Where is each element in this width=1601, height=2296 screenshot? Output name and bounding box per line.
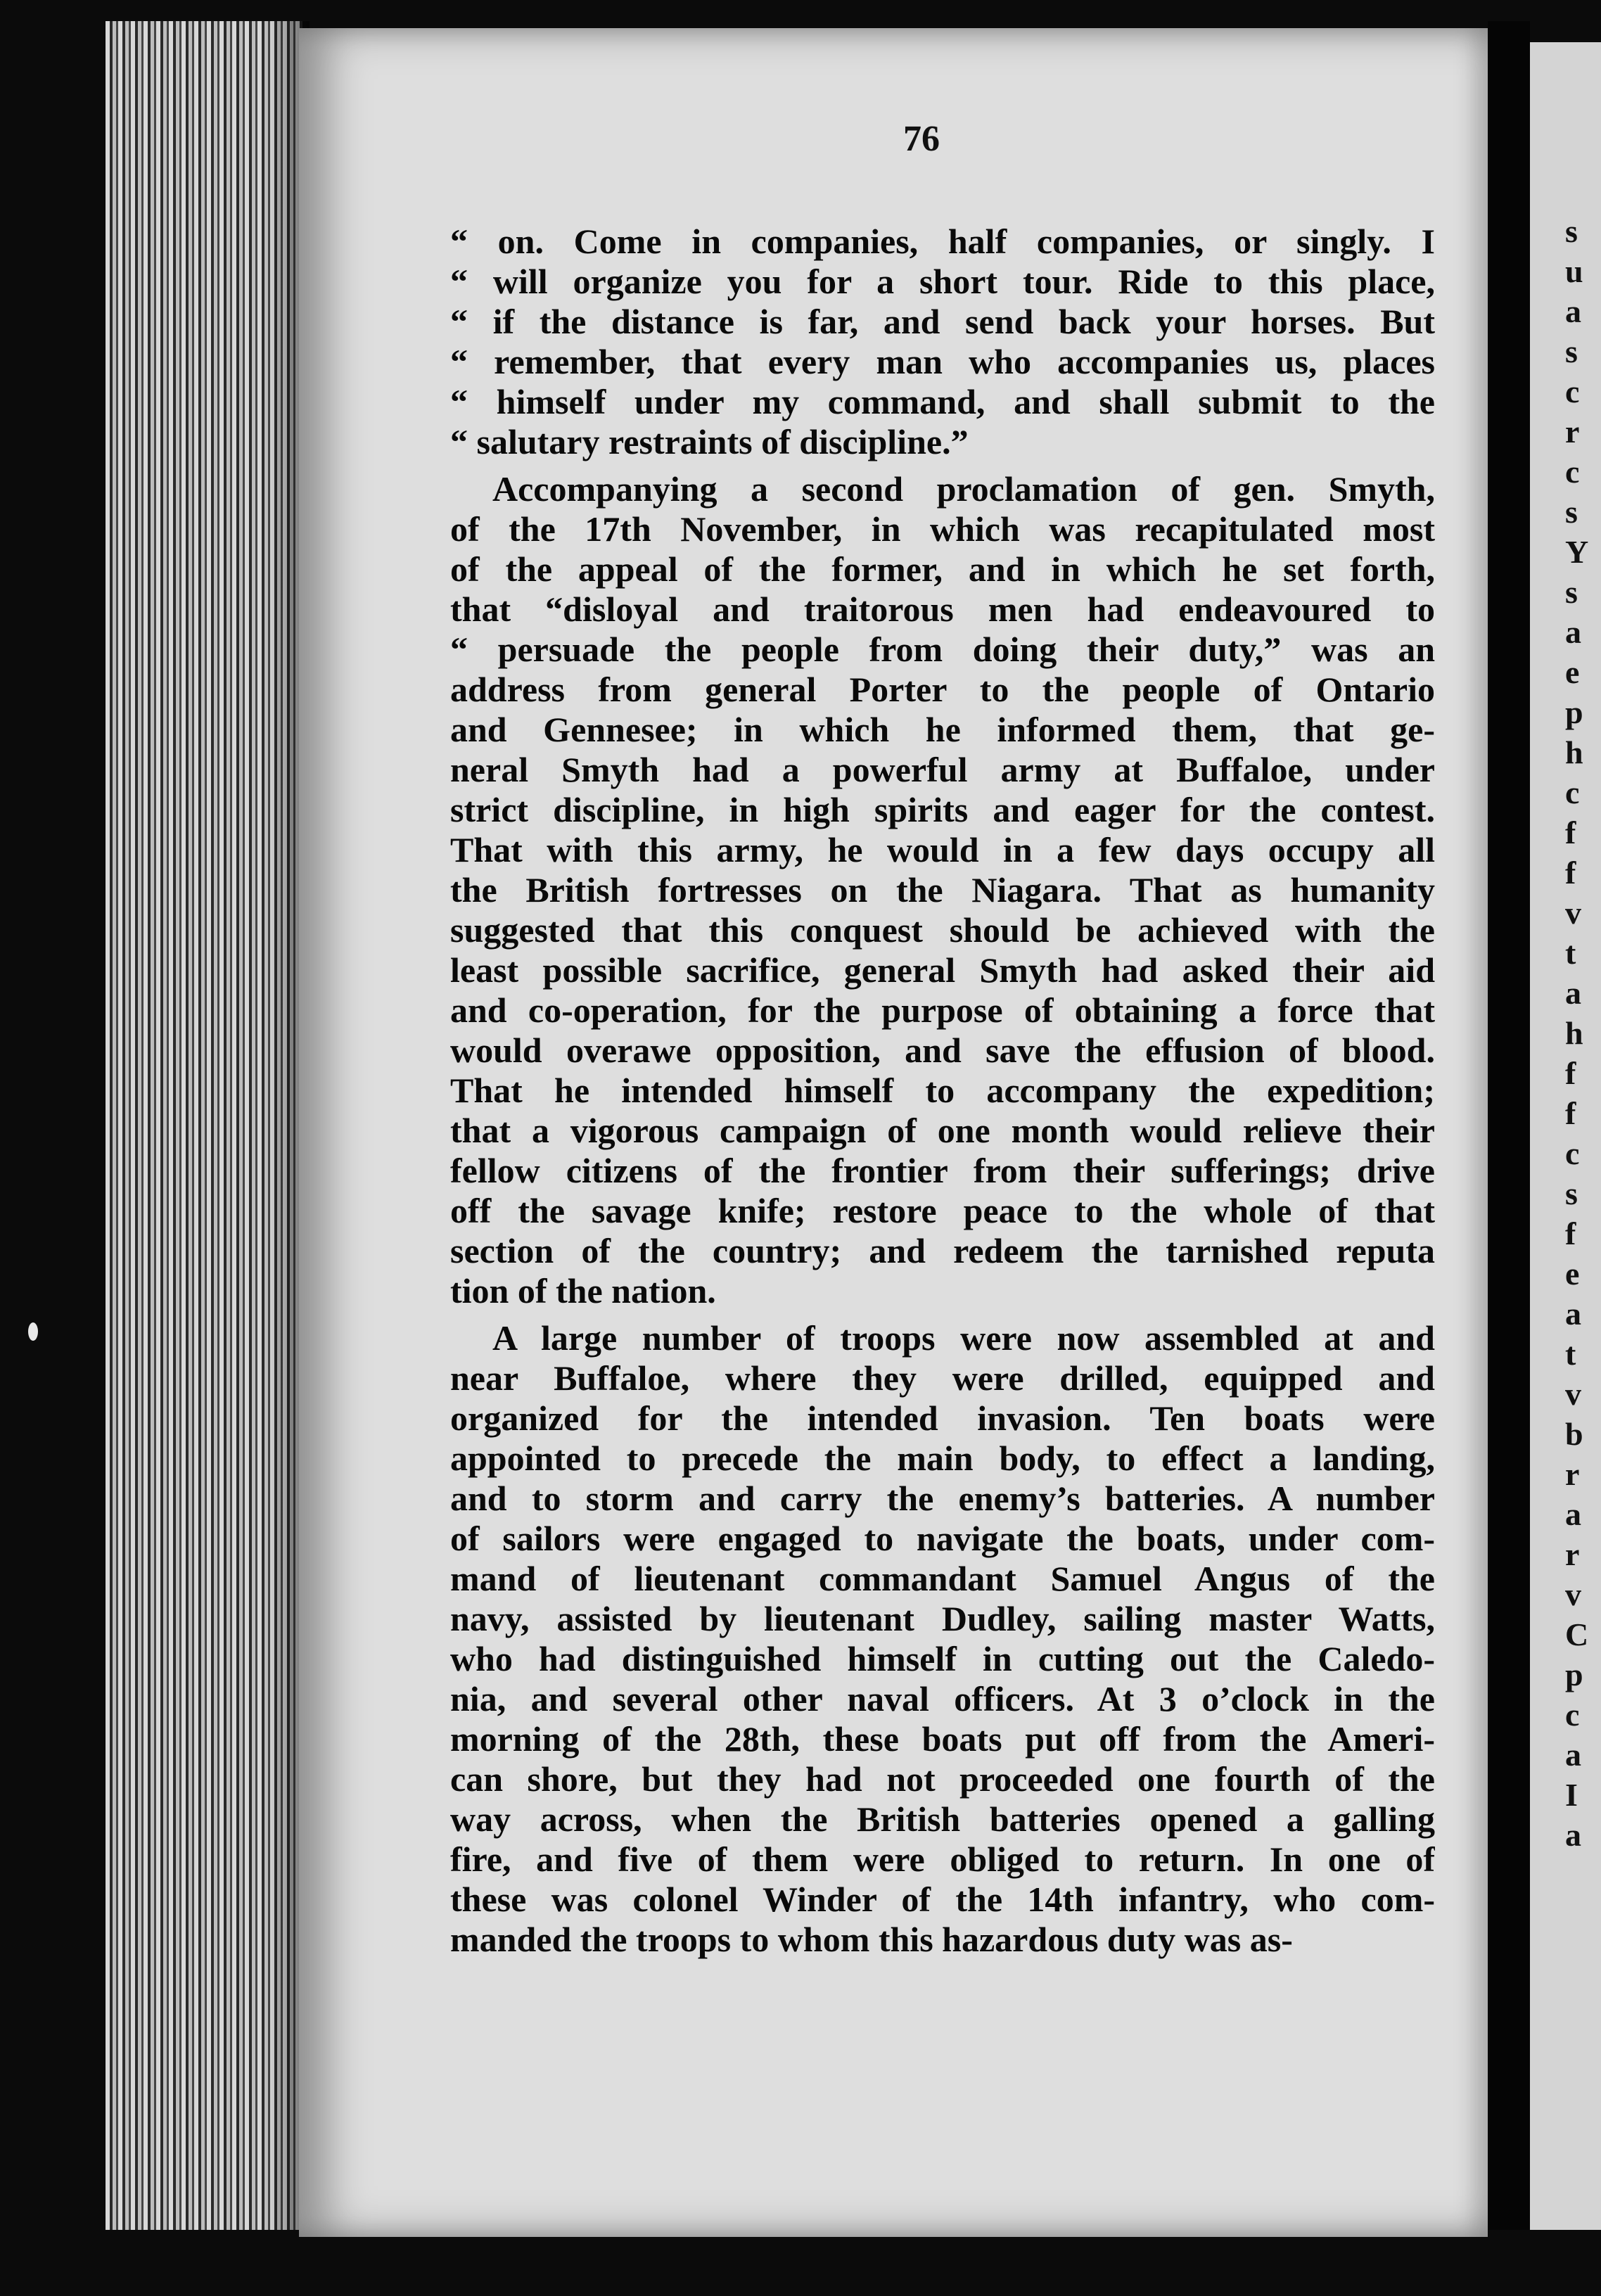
facing-line-start: s <box>1565 1175 1578 1211</box>
text-line: organized for the intended invasion. Ten boats were <box>450 1398 1435 1438</box>
facing-line-start: r <box>1565 1456 1580 1492</box>
text-line: off the savage knife; restore peace to the whole of that <box>450 1191 1435 1230</box>
facing-line-start: a <box>1565 1817 1581 1853</box>
facing-line-start: s <box>1565 494 1578 530</box>
facing-line-start: b <box>1565 1416 1583 1452</box>
body-text <box>450 222 1435 1960</box>
book-page <box>299 28 1488 2237</box>
facing-line-start: s <box>1565 574 1578 610</box>
text-line: and to storm and carry the enemy’s batteries. A number <box>450 1479 1435 1518</box>
facing-line-start: C <box>1565 1616 1589 1652</box>
facing-line-start: v <box>1565 1576 1581 1612</box>
facing-line-start: p <box>1565 694 1583 730</box>
text-line: of sailors were engaged to navigate the boats, under com- <box>450 1519 1435 1558</box>
facing-line-start: a <box>1565 1496 1581 1532</box>
facing-line-start: r <box>1565 1536 1580 1572</box>
facing-line-start: f <box>1565 1216 1576 1251</box>
text-line: “ remember, that every man who accompanies us, places <box>450 342 1435 381</box>
page-number: 76 <box>903 119 940 159</box>
text-line: neral Smyth had a powerful army at Buffaloe, under <box>450 750 1435 789</box>
facing-line-start: t <box>1565 1336 1576 1372</box>
facing-line-start: e <box>1565 654 1580 690</box>
text-line: “ if the distance is far, and send back your horses. But <box>450 302 1435 341</box>
facing-line-start: p <box>1565 1657 1583 1692</box>
facing-line-start: f <box>1565 1095 1576 1131</box>
facing-line-start: f <box>1565 1055 1576 1091</box>
book-gutter <box>1488 21 1530 2230</box>
facing-line-start: r <box>1565 414 1580 449</box>
text-line: who had distinguished himself in cutting out the Caledo- <box>450 1639 1435 1678</box>
facing-line-start: s <box>1565 333 1578 369</box>
facing-line-start: v <box>1565 895 1581 931</box>
paragraph-gap <box>450 462 1435 469</box>
facing-line-start: f <box>1565 855 1576 891</box>
facing-line-start: h <box>1565 734 1583 770</box>
text-line: address from general Porter to the people of Ontario <box>450 670 1435 709</box>
text-line: “ himself under my command, and shall submit to the <box>450 382 1435 421</box>
text-line: the British fortresses on the Niagara. That as humanity <box>450 870 1435 910</box>
text-line: near Buffaloe, where they were drilled, equipped and <box>450 1358 1435 1398</box>
text-line: and Gennesee; in which he informed them, that ge- <box>450 710 1435 749</box>
facing-line-start: a <box>1565 975 1581 1011</box>
facing-line-start: I <box>1565 1777 1578 1813</box>
text-line: morning of the 28th, these boats put off from the Ameri- <box>450 1719 1435 1759</box>
facing-line-start: t <box>1565 935 1576 971</box>
facing-line-start: v <box>1565 1376 1581 1412</box>
text-line: “ on. Come in companies, half companies, or singly. I <box>450 222 1435 261</box>
text-line: of the appeal of the former, and in which he set forth, <box>450 549 1435 589</box>
facing-page-line-starts <box>1565 211 1600 1855</box>
facing-line-start: c <box>1565 1697 1580 1733</box>
facing-line-start: a <box>1565 293 1581 329</box>
facing-line-start: c <box>1565 774 1580 810</box>
facing-line-start: a <box>1565 614 1581 650</box>
facing-line-start: c <box>1565 374 1580 409</box>
facing-line-start: Y <box>1565 534 1589 570</box>
text-line: manded the troops to whom this hazardous duty was as- <box>450 1920 1293 1959</box>
facing-line-start: a <box>1565 1737 1581 1773</box>
text-line: that a vigorous campaign of one month would relieve their <box>450 1111 1435 1150</box>
text-line: way across, when the British batteries opened a galling <box>450 1799 1435 1839</box>
facing-line-start: s <box>1565 213 1578 249</box>
facing-line-start: a <box>1565 1296 1581 1332</box>
facing-line-start: c <box>1565 1135 1580 1171</box>
text-line: and co-operation, for the purpose of obtaining a force that <box>450 990 1435 1030</box>
facing-line-start: c <box>1565 454 1580 490</box>
text-line: fellow citizens of the frontier from their sufferings; drive <box>450 1151 1435 1190</box>
text-line: appointed to precede the main body, to effect a landing, <box>450 1439 1435 1478</box>
text-line: A large number of troops were now assembled at and <box>492 1318 1435 1358</box>
text-line: these was colonel Winder of the 14th infantry, who com- <box>450 1880 1435 1919</box>
paragraph-gap <box>450 1311 1435 1318</box>
text-line: least possible sacrifice, general Smyth had asked their aid <box>450 950 1435 990</box>
text-line: of the 17th November, in which was recapitulated most <box>450 509 1435 549</box>
text-line: Accompanying a second proclamation of gen. Smyth, <box>492 469 1435 509</box>
text-line: That he intended himself to accompany the expedition; <box>450 1071 1435 1110</box>
text-line: that “disloyal and traitorous men had endeavoured to <box>450 589 1435 629</box>
text-line: fire, and five of them were obliged to return. In one of <box>450 1839 1435 1879</box>
text-line: suggested that this conquest should be achieved with the <box>450 910 1435 950</box>
text-line: can shore, but they had not proceeded one fourth of the <box>450 1759 1435 1799</box>
facing-line-start: h <box>1565 1015 1583 1051</box>
scan-speck <box>28 1322 38 1341</box>
facing-line-start: e <box>1565 1256 1580 1292</box>
text-line: navy, assisted by lieutenant Dudley, sailing master Watts, <box>450 1599 1435 1638</box>
text-line: section of the country; and redeem the tarnished reputa <box>450 1231 1435 1270</box>
facing-line-start: f <box>1565 815 1576 850</box>
text-line: mand of lieutenant commandant Samuel Angus of the <box>450 1559 1435 1598</box>
text-line: “ will organize you for a short tour. Ride to this place, <box>450 262 1435 301</box>
text-line: That with this army, he would in a few days occupy all <box>450 830 1435 869</box>
text-line: would overawe opposition, and save the effusion of blood. <box>450 1031 1435 1070</box>
text-line: “ persuade the people from doing their duty,” was an <box>450 630 1435 669</box>
facing-line-start: u <box>1565 253 1583 289</box>
text-line: tion of the nation. <box>450 1271 716 1310</box>
text-line: “ salutary restraints of discipline.” <box>450 422 969 461</box>
text-line: strict discipline, in high spirits and eager for the contest. <box>450 790 1435 829</box>
text-line: nia, and several other naval officers. At 3 o’clock in the <box>450 1679 1435 1718</box>
